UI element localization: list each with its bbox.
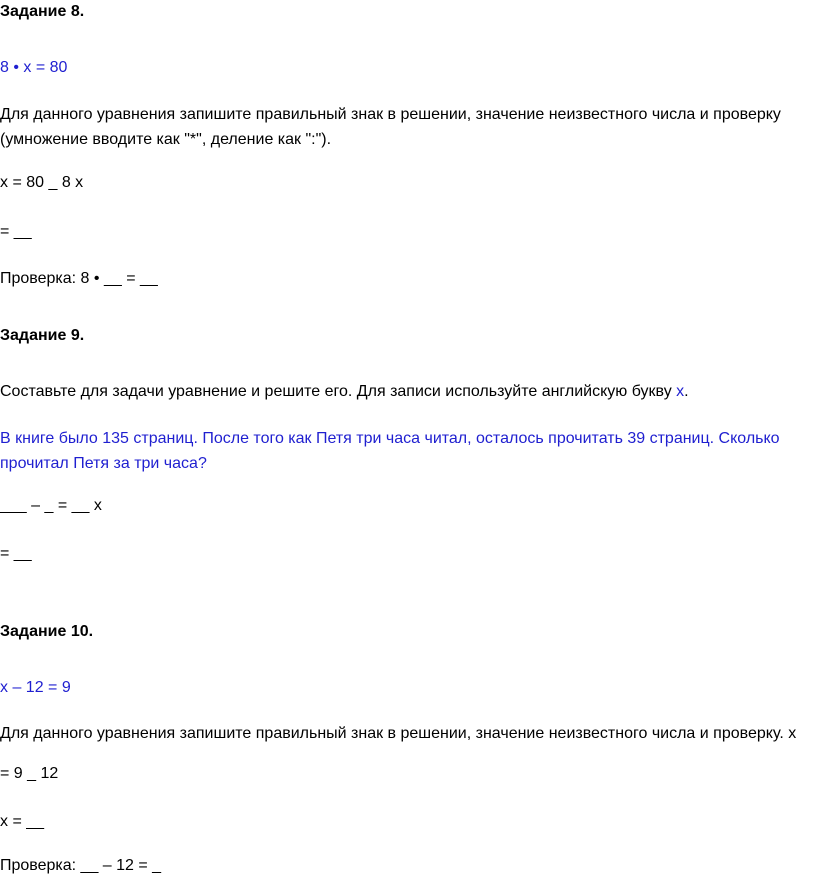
task10-step2: x = __ (0, 813, 45, 830)
task9-heading: Задание 9. (0, 327, 85, 344)
task9-instruction-end: . (684, 383, 689, 400)
task8-check: Проверка: 8 • __ = __ (0, 270, 158, 287)
task9-step2: = __ (0, 545, 32, 562)
task10-check: Проверка: __ – 12 = _ (0, 857, 162, 874)
task8-equation: 8 • x = 80 (0, 59, 68, 76)
task8-step2: = __ (0, 223, 32, 240)
task10-equation: x – 12 = 9 (0, 679, 71, 696)
task8-step1: x = 80 _ 8 x (0, 174, 84, 191)
task9-instruction-text: Составьте для задачи уравнение и решите его. Для записи используйте английскую букву (0, 383, 677, 400)
task10-heading: Задание 10. (0, 623, 94, 640)
task10-step1: = 9 _ 12 (0, 765, 59, 782)
task9-instruction-variable: x (676, 383, 685, 400)
task8-instruction: Для данного уравнения запишите правильный знак в решении, значение неизвестного числа и проверку (умножение вводите как "*", деление как ":"). (0, 106, 781, 148)
task9-problem: В книге было 135 страниц. После того как Петя три часа читал, осталось прочитать 39 страниц. Сколько прочитал Петя за три часа? (0, 430, 780, 472)
task9-step1: ___ – _ = __ x (0, 497, 102, 514)
task10-instruction: Для данного уравнения запишите правильный знак в решении, значение неизвестного числа и проверку. x (0, 725, 797, 742)
task9-instruction (0, 382, 689, 402)
task8-heading: Задание 8. (0, 3, 85, 20)
